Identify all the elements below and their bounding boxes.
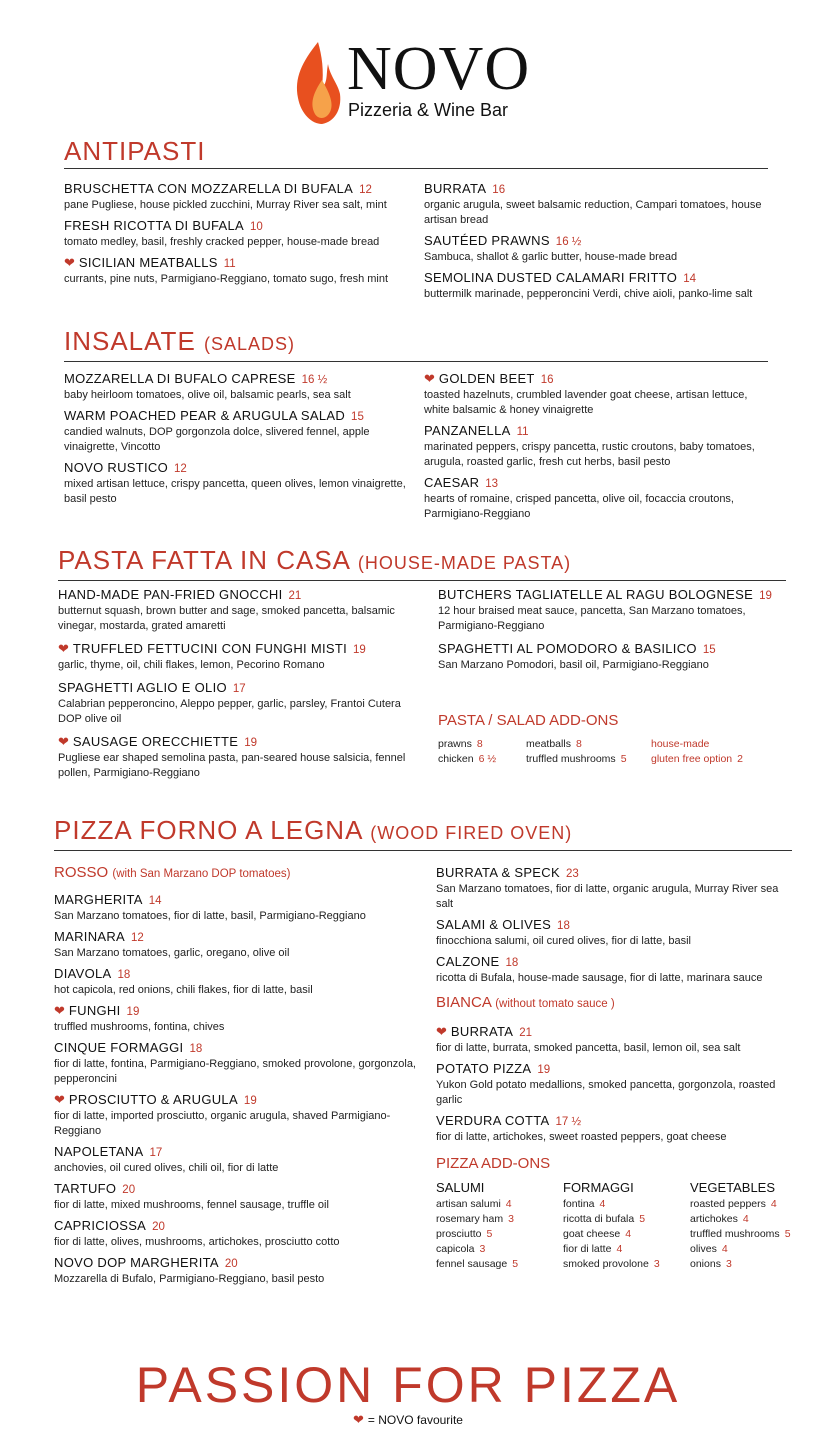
addon-item xyxy=(436,1227,563,1242)
menu-item-price: 16 ½ xyxy=(555,236,582,248)
addon-price: 4 xyxy=(625,1228,632,1240)
heart-icon: ❤ xyxy=(54,1003,65,1018)
menu-item xyxy=(54,965,424,998)
brand-tagline: Pizzeria & Wine Bar xyxy=(348,100,509,120)
menu-item-name: PANZANELLA xyxy=(424,423,511,438)
menu-item-header xyxy=(54,1143,424,1161)
footer-legend xyxy=(0,1412,816,1428)
menu-item-name: VERDURA COTTA xyxy=(436,1113,550,1128)
rosso-note: (with San Marzano DOP tomatoes) xyxy=(112,868,291,880)
menu-item-description: Calabrian pepperoncino, Aleppo pepper, garlic, parsley, Frantoi Cutera DOP olive oil xyxy=(58,698,401,725)
rosso-title: ROSSO (with San Marzano DOP tomatoes) xyxy=(54,864,291,881)
menu-item-header xyxy=(436,1060,796,1078)
antipasti-title: ANTIPASTI xyxy=(64,136,206,166)
menu-item-header xyxy=(64,459,414,477)
menu-item-header xyxy=(64,407,414,425)
menu-item-header xyxy=(58,640,408,658)
menu-item-description: Yukon Gold potato medallions, smoked pancetta, gorgonzola, roasted garlic xyxy=(436,1079,776,1106)
menu-item-header xyxy=(64,254,414,272)
addon-name: fontina xyxy=(563,1198,595,1210)
menu-item-name: NAPOLETANA xyxy=(54,1144,144,1159)
menu-item xyxy=(436,864,796,912)
menu-item-description: anchovies, oil cured olives, chili oil, fior di latte xyxy=(54,1162,279,1174)
addon-price: 5 xyxy=(512,1258,519,1270)
bianca-title: BIANCA (without tomato sauce ) xyxy=(436,994,615,1011)
menu-item-header xyxy=(54,928,424,946)
menu-item-header xyxy=(438,586,788,604)
addon-item xyxy=(436,1242,563,1257)
antipasti-left-column xyxy=(64,180,414,291)
menu-item-price: 19 xyxy=(353,644,366,656)
pasta-left-column xyxy=(58,586,408,787)
menu-item-header xyxy=(54,1039,424,1057)
menu-item-header xyxy=(436,864,796,882)
addon-name: gluten free option xyxy=(651,753,733,765)
menu-item-header xyxy=(436,1112,796,1130)
menu-item-price: 19 xyxy=(243,1095,257,1107)
pizza-left-column xyxy=(54,864,424,1291)
menu-item-price: 19 xyxy=(759,590,772,602)
addon-name: artichokes xyxy=(690,1213,738,1225)
menu-item xyxy=(438,586,788,634)
addon-name: house-made xyxy=(651,738,710,750)
menu-item-description: fior di latte, fontina, Parmigiano-Reggiano, smoked provolone, gorgonzola, pepperoncini xyxy=(54,1058,416,1085)
menu-item xyxy=(64,254,414,287)
menu-item xyxy=(54,891,424,924)
addon-price: 4 xyxy=(770,1198,777,1210)
addon-group-title: VEGETABLES xyxy=(690,1180,776,1195)
menu-item-description: fior di latte, burrata, smoked pancetta, basil, lemon oil, sea salt xyxy=(436,1042,741,1054)
menu-item-price: 19 xyxy=(126,1006,140,1018)
menu-item-header xyxy=(64,370,414,388)
menu-item-header xyxy=(54,965,424,983)
antipasti-section xyxy=(64,136,768,169)
menu-item-header xyxy=(54,1091,424,1109)
logo xyxy=(290,34,560,124)
menu-item xyxy=(436,953,796,986)
menu-item-description: fior di latte, mixed mushrooms, fennel sausage, truffle oil xyxy=(54,1199,329,1211)
addon-price: 3 xyxy=(508,1213,514,1225)
menu-item-name: SAUSAGE ORECCHIETTE xyxy=(72,734,239,749)
addon-price: 5 xyxy=(620,753,627,765)
addon-price: 3 xyxy=(479,1243,486,1255)
menu-item xyxy=(64,459,414,507)
menu-item-price: 15 xyxy=(702,644,716,656)
addon-name: smoked provolone xyxy=(563,1258,649,1270)
menu-item-description: candied walnuts, DOP gorgonzola dolce, slivered fennel, apple vinaigrette, Vincotto xyxy=(64,426,370,453)
menu-item xyxy=(424,422,774,470)
heart-icon: ❤ xyxy=(353,1412,364,1427)
menu-item-description: Sambuca, shallot & garlic butter, house-made bread xyxy=(424,251,678,263)
menu-item-header xyxy=(64,180,414,198)
addon-price: 3 xyxy=(653,1258,660,1270)
addon-name: fior di latte xyxy=(563,1243,612,1255)
bianca-list xyxy=(436,1023,796,1145)
menu-item-description: garlic, thyme, oil, chili flakes, lemon, Pecorino Romano xyxy=(58,659,325,671)
footer-slogan: PASSION FOR PIZZA xyxy=(135,1357,681,1413)
menu-item-price: 21 xyxy=(288,590,302,602)
menu-item-header xyxy=(436,953,796,971)
insalate-section xyxy=(64,326,768,362)
menu-item xyxy=(54,1254,424,1287)
menu-item xyxy=(64,217,414,250)
menu-item-description: buttermilk marinade, pepperoncini Verdi, chive aioli, panko-lime salt xyxy=(424,288,753,300)
menu-item-description: 12 hour braised meat sauce, pancetta, San Marzano tomatoes, Parmigiano-Reggiano xyxy=(438,605,746,632)
menu-item xyxy=(58,679,408,727)
menu-item-price: 12 xyxy=(359,184,372,196)
menu-item-name: NOVO RUSTICO xyxy=(64,460,168,475)
menu-item-description: hearts of romaine, crisped pancetta, olive oil, focaccia croutons, Parmigiano-Reggiano xyxy=(424,493,734,520)
addon-item xyxy=(690,1212,800,1227)
menu-item-description: finocchiona salumi, oil cured olives, fior di latte, basil xyxy=(436,935,691,947)
menu-item-price: 11 xyxy=(223,258,236,270)
addon-name: artisan salumi xyxy=(436,1198,501,1210)
menu-item-name: MARGHERITA xyxy=(54,892,143,907)
menu-item-name: TRUFFLED FETTUCINI CON FUNGHI MISTI xyxy=(72,641,348,656)
menu-item-header xyxy=(64,217,414,235)
addon-name: onions xyxy=(690,1258,721,1270)
menu-item-name: CAPRICIOSSA xyxy=(54,1218,147,1233)
menu-item-header xyxy=(54,1217,424,1235)
menu-item xyxy=(436,1112,796,1145)
menu-item-price: 15 xyxy=(351,411,364,423)
menu-item-description: baby heirloom tomatoes, olive oil, balsamic pearls, sea salt xyxy=(64,389,351,401)
menu-item-name: MOZZARELLA DI BUFALO CAPRESE xyxy=(64,371,296,386)
addon-name: meatballs xyxy=(526,738,571,750)
menu-item-description: marinated peppers, crispy pancetta, rustic croutons, baby tomatoes, arugula, roasted garlic, fresh cut herbs, basil pesto xyxy=(424,441,755,468)
menu-item-name: SAUTÉED PRAWNS xyxy=(424,233,550,248)
menu-item-header xyxy=(58,586,408,604)
menu-item-header xyxy=(424,422,774,440)
pasta-addons-grid xyxy=(438,737,788,767)
addon-item xyxy=(690,1242,800,1257)
menu-item-name: SICILIAN MEATBALLS xyxy=(78,255,218,270)
addon-item xyxy=(563,1257,690,1272)
menu-item-name: SEMOLINA DUSTED CALAMARI FRITTO xyxy=(424,270,678,285)
menu-item-description: Pugliese ear shaped semolina pasta, pan-seared house salsicia, fennel pollen, Parmigiano-Reggiano xyxy=(58,752,406,779)
menu-item xyxy=(54,1143,424,1176)
pizza-addons-grid xyxy=(436,1180,796,1272)
menu-item xyxy=(64,180,414,213)
menu-item xyxy=(436,1023,796,1056)
addon-price: 5 xyxy=(486,1228,493,1240)
menu-item xyxy=(424,269,774,302)
menu-item-description: fior di latte, artichokes, sweet roasted peppers, goat cheese xyxy=(436,1131,727,1143)
menu-item-price: 19 xyxy=(537,1064,551,1076)
menu-item-name: CAESAR xyxy=(424,475,480,490)
antipasti-right-column xyxy=(424,180,774,306)
menu-item xyxy=(54,1217,424,1250)
menu-item-name: MARINARA xyxy=(54,929,126,944)
antipasti-rule xyxy=(64,168,768,169)
menu-item-name: GOLDEN BEET xyxy=(438,371,535,386)
addon-group-title: SALUMI xyxy=(436,1180,485,1195)
menu-item-description: San Marzano tomatoes, fior di latte, organic arugula, Murray River sea salt xyxy=(436,883,779,910)
addon-name: fennel sausage xyxy=(436,1258,508,1270)
addon-price: 6 ½ xyxy=(478,753,497,765)
menu-item-price: 12 xyxy=(131,932,144,944)
menu-item-price: 19 xyxy=(244,737,258,749)
menu-item-header xyxy=(58,733,408,751)
menu-item-price: 14 xyxy=(683,273,697,285)
pizza-rule xyxy=(54,850,792,851)
addon-price: 4 xyxy=(616,1243,623,1255)
menu-item-price: 16 xyxy=(492,184,506,196)
menu-item-price: 10 xyxy=(250,221,263,233)
menu-item xyxy=(424,370,774,418)
addon-name: ricotta di bufala xyxy=(563,1213,635,1225)
menu-item xyxy=(424,232,774,265)
menu-item-name: BURRATA & SPECK xyxy=(436,865,560,880)
addon-item xyxy=(651,752,781,767)
menu-item-header xyxy=(424,180,774,198)
heart-icon: ❤ xyxy=(58,734,69,749)
addon-price: 4 xyxy=(599,1198,606,1210)
pizza-title: PIZZA FORNO A LEGNA (WOOD FIRED OVEN) xyxy=(54,815,573,845)
menu-item-price: 11 xyxy=(516,426,529,438)
addon-item xyxy=(438,737,526,752)
addon-name: roasted peppers xyxy=(690,1198,766,1210)
addon-name: rosemary ham xyxy=(436,1213,504,1225)
menu-item-price: 14 xyxy=(148,895,162,907)
addon-name: goat cheese xyxy=(563,1228,621,1240)
addon-price: 5 xyxy=(784,1228,791,1240)
menu-item-name: SALAMI & OLIVES xyxy=(436,917,552,932)
menu-item-price: 18 xyxy=(557,920,570,932)
heart-icon: ❤ xyxy=(64,255,75,270)
heart-icon: ❤ xyxy=(58,641,69,656)
menu-item-price: 17 xyxy=(232,683,246,695)
menu-item-description: ricotta di Bufala, house-made sausage, fior di latte, marinara sauce xyxy=(436,972,763,984)
menu-item-price: 18 xyxy=(117,969,131,981)
menu-item-header xyxy=(54,1254,424,1272)
menu-item xyxy=(54,1180,424,1213)
menu-item-name: BRUSCHETTA CON MOZZARELLA DI BUFALA xyxy=(64,181,354,196)
menu-item-description: truffled mushrooms, fontina, chives xyxy=(54,1021,225,1033)
addon-price: 4 xyxy=(505,1198,512,1210)
menu-item-name: NOVO DOP MARGHERITA xyxy=(54,1255,219,1270)
menu-item-price: 16 ½ xyxy=(301,374,328,386)
menu-item-header xyxy=(438,640,788,658)
menu-item-price: 20 xyxy=(224,1258,238,1270)
menu-item xyxy=(58,733,408,781)
addon-group xyxy=(690,1180,800,1272)
menu-item-name: CINQUE FORMAGGI xyxy=(54,1040,184,1055)
heart-icon: ❤ xyxy=(436,1024,447,1039)
addon-item xyxy=(563,1197,690,1212)
pizza-addons-title: PIZZA ADD-ONS xyxy=(436,1155,551,1172)
menu-item-description: hot capicola, red onions, chili flakes, fior di latte, basil xyxy=(54,984,313,996)
menu-item-header xyxy=(436,916,796,934)
menu-item-name: WARM POACHED PEAR & ARUGULA SALAD xyxy=(64,408,346,423)
addon-item xyxy=(651,737,781,752)
insalate-right-column xyxy=(424,370,774,526)
menu-item-header xyxy=(54,1180,424,1198)
addon-group xyxy=(436,1180,563,1272)
addon-name: olives xyxy=(690,1243,717,1255)
menu-item-name: SPAGHETTI AL POMODORO & BASILICO xyxy=(438,641,697,656)
addon-name: truffled mushrooms xyxy=(526,753,616,765)
addon-group xyxy=(563,1180,690,1272)
menu-item-description: fior di latte, imported prosciutto, organic arugula, shaved Parmigiano-Reggiano xyxy=(54,1110,391,1137)
menu-item-description: San Marzano tomatoes, garlic, oregano, olive oil xyxy=(54,947,290,959)
menu-item xyxy=(436,916,796,949)
addon-item xyxy=(563,1212,690,1227)
menu-item-header xyxy=(436,1023,796,1041)
menu-item-name: HAND-MADE PAN-FRIED GNOCCHI xyxy=(58,587,283,602)
addon-item xyxy=(438,752,526,767)
heart-icon: ❤ xyxy=(424,371,435,386)
pizza-subtitle: (WOOD FIRED OVEN) xyxy=(370,823,573,843)
menu-item xyxy=(58,586,408,634)
menu-item xyxy=(424,474,774,522)
pizza-section xyxy=(54,815,792,851)
menu-item-price: 17 xyxy=(149,1147,163,1159)
insalate-rule xyxy=(64,361,768,362)
addon-name: truffled mushrooms xyxy=(690,1228,780,1240)
menu-item xyxy=(54,928,424,961)
menu-item-name: DIAVOLA xyxy=(54,966,112,981)
menu-item-description: currants, pine nuts, Parmigiano-Reggiano, tomato sugo, fresh mint xyxy=(64,273,389,285)
menu-item-price: 21 xyxy=(519,1027,532,1039)
menu-item-name: FRESH RICOTTA DI BUFALA xyxy=(64,218,245,233)
menu-item-name: SPAGHETTI AGLIO E OLIO xyxy=(58,680,227,695)
menu-item-name: POTATO PIZZA xyxy=(436,1061,532,1076)
pasta-addons-title: PASTA / SALAD ADD-ONS xyxy=(438,712,619,729)
pasta-title: PASTA FATTA IN CASA (HOUSE-MADE PASTA) xyxy=(58,545,572,575)
menu-item-price: 20 xyxy=(122,1184,136,1196)
addon-group-title: FORMAGGI xyxy=(563,1180,634,1195)
menu-item-description: Mozzarella di Bufalo, Parmigiano-Reggiano, basil pesto xyxy=(54,1273,325,1285)
rosso-list xyxy=(54,891,424,1287)
menu-item-header xyxy=(54,1002,424,1020)
flame-icon xyxy=(292,40,344,126)
addon-price: 8 xyxy=(575,738,582,750)
pasta-section xyxy=(58,545,786,581)
pizza-right-column xyxy=(436,864,796,1272)
menu-item xyxy=(424,180,774,228)
addon-item xyxy=(690,1197,800,1212)
menu-item xyxy=(436,1060,796,1108)
menu-item-description: mixed artisan lettuce, crispy pancetta, queen olives, lemon vinaigrette, basil pesto xyxy=(64,478,406,505)
addon-price: 2 xyxy=(737,753,743,765)
menu-item xyxy=(54,1002,424,1035)
addon-price: 8 xyxy=(476,738,483,750)
menu-item-name: PROSCIUTTO & ARUGULA xyxy=(68,1092,238,1107)
addon-name: prawns xyxy=(438,738,472,750)
pasta-addons xyxy=(438,712,788,767)
addon-item xyxy=(526,752,651,767)
menu-item-price: 12 xyxy=(174,463,187,475)
addon-item xyxy=(563,1242,690,1257)
menu-item xyxy=(64,370,414,403)
insalate-left-column xyxy=(64,370,414,511)
menu-item xyxy=(438,640,788,673)
heart-icon: ❤ xyxy=(54,1092,65,1107)
addon-item xyxy=(690,1227,800,1242)
menu-item xyxy=(64,407,414,455)
menu-item-price: 13 xyxy=(485,478,499,490)
pasta-right-column xyxy=(438,586,788,679)
menu-item xyxy=(58,640,408,673)
addon-item xyxy=(563,1227,690,1242)
addon-price: 4 xyxy=(742,1213,749,1225)
menu-item-description: tomato medley, basil, freshly cracked pepper, house-made bread xyxy=(64,236,380,248)
menu-item-header xyxy=(54,891,424,909)
menu-item-price: 16 xyxy=(540,374,554,386)
addon-name: prosciutto xyxy=(436,1228,482,1240)
insalate-subtitle: (SALADS) xyxy=(204,334,296,354)
addon-price: 5 xyxy=(639,1213,646,1225)
menu-item xyxy=(54,1091,424,1139)
menu-item xyxy=(54,1039,424,1087)
menu-item-header xyxy=(424,232,774,250)
addon-item xyxy=(690,1257,800,1272)
menu-item-header xyxy=(424,474,774,492)
menu-item-description: San Marzano tomatoes, fior di latte, basil, Parmigiano-Reggiano xyxy=(54,910,366,922)
bianca-note: (without tomato sauce ) xyxy=(495,998,615,1010)
menu-item-name: FUNGHI xyxy=(68,1003,121,1018)
menu-item-header xyxy=(58,679,408,697)
menu-item-price: 18 xyxy=(505,957,519,969)
menu-item-price: 23 xyxy=(565,868,579,880)
addon-price: 4 xyxy=(721,1243,728,1255)
addon-item xyxy=(436,1197,563,1212)
menu-item-name: TARTUFO xyxy=(54,1181,117,1196)
menu-item-description: San Marzano Pomodori, basil oil, Parmigiano-Reggiano xyxy=(438,659,709,671)
menu-item-price: 17 ½ xyxy=(555,1116,582,1128)
addon-name: capicola xyxy=(436,1243,475,1255)
pasta-rule xyxy=(58,580,786,581)
menu-item-name: BURRATA xyxy=(424,181,487,196)
menu-item-description: toasted hazelnuts, crumbled lavender goat cheese, artisan lettuce, white balsamic & honey vinaigrette xyxy=(424,389,748,416)
menu-item-price: 20 xyxy=(152,1221,165,1233)
menu-item-name: BURRATA xyxy=(450,1024,514,1039)
menu-item-price: 18 xyxy=(189,1043,203,1055)
addon-name: chicken xyxy=(438,753,474,765)
rosso-right-list xyxy=(436,864,796,986)
pasta-subtitle: (HOUSE-MADE PASTA) xyxy=(357,553,572,573)
menu-item-description: fior di latte, olives, mushrooms, artichokes, prosciutto cotto xyxy=(54,1236,340,1248)
addon-item xyxy=(526,737,651,752)
legend-text: = NOVO favourite xyxy=(367,1413,463,1427)
menu-item-name: CALZONE xyxy=(436,954,500,969)
addon-price: 3 xyxy=(725,1258,732,1270)
addon-item xyxy=(436,1257,563,1272)
menu-item-description: butternut squash, brown butter and sage, smoked pancetta, balsamic vinegar, mostarda, grated amaretti xyxy=(58,605,395,632)
addon-item xyxy=(436,1212,563,1227)
menu-item-description: organic arugula, sweet balsamic reduction, Campari tomatoes, house artisan bread xyxy=(424,199,762,226)
menu-item-description: pane Pugliese, house pickled zucchini, Murray River sea salt, mint xyxy=(64,199,387,211)
insalate-title: INSALATE (SALADS) xyxy=(64,326,296,356)
brand-name: NOVO xyxy=(347,35,531,103)
menu-item-name: BUTCHERS TAGLIATELLE AL RAGU BOLOGNESE xyxy=(438,587,754,602)
menu-item-header xyxy=(424,269,774,287)
menu-item-header xyxy=(424,370,774,388)
